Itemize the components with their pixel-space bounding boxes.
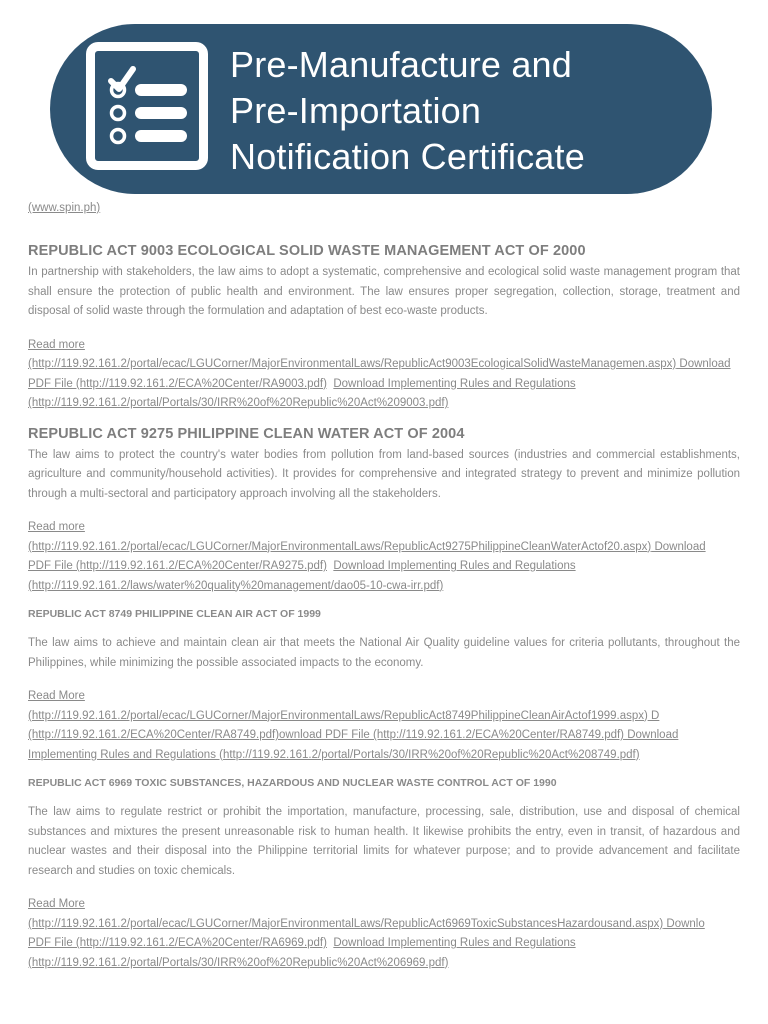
- section-title: REPUBLIC ACT 9003 ECOLOGICAL SOLID WASTE MANAGEMENT ACT OF 2000: [28, 243, 586, 259]
- download-link[interactable]: Downlo: [663, 917, 705, 930]
- law-section-6969: [28, 775, 740, 973]
- irr-url-link[interactable]: (http://119.92.161.2/portal/Portals/30/IRR%20of%20Republic%20Act%206969.pdf): [28, 956, 449, 969]
- banner-title-line: Pre-Importation: [230, 90, 482, 131]
- law-section-8749: [28, 606, 740, 765]
- read-more-link[interactable]: Read More: [28, 898, 85, 910]
- pdf-file-link[interactable]: PDF File (http://119.92.161.2/ECA%20Center/RA9003.pdf): [28, 377, 327, 390]
- download-link[interactable]: D: [647, 709, 660, 722]
- section-links: [28, 895, 752, 973]
- irr-download-link[interactable]: Download Implementing Rules and Regulations: [333, 937, 576, 949]
- read-more-url-link[interactable]: (http://119.92.161.2/portal/ecac/LGUCorner/MajorEnvironmentalLaws/RepublicAct6969ToxicSubstancesHazardousand.aspx): [28, 917, 664, 930]
- site-link[interactable]: (www.spin.ph): [28, 202, 101, 214]
- read-more-url-link[interactable]: (http://119.92.161.2/portal/ecac/LGUCorner/MajorEnvironmentalLaws/RepublicAct8749PhilippineCleanAirActof1999.aspx): [28, 709, 648, 722]
- section-links: [28, 518, 752, 596]
- section-links: [28, 336, 752, 414]
- download-link[interactable]: Download: [676, 358, 731, 370]
- irr-download-link[interactable]: Download Implementing Rules and Regulations: [333, 377, 576, 390]
- pdf-file-link[interactable]: PDF File (http://119.92.161.2/ECA%20Center/RA9275.pdf): [28, 560, 327, 572]
- checklist-icon: [86, 42, 208, 170]
- section-description: The law aims to protect the country's water bodies from pollution from land-based sources (industries and commercial establishments, agriculture and community/household activities). It provides for comprehensive and integrated strategy to prevent and minimize pollution through a multi-sectoral and participatory approach involving all the stakeholders.: [28, 448, 740, 500]
- read-more-link[interactable]: Read more: [28, 521, 85, 533]
- irr-download-link[interactable]: Download: [624, 729, 679, 741]
- irr-download-link[interactable]: Download Implementing Rules and Regulations: [333, 560, 576, 572]
- irr-url-link[interactable]: (http://119.92.161.2/portal/Portals/30/IRR%20of%20Republic%20Act%209003.pdf): [28, 397, 449, 409]
- section-title: REPUBLIC ACT 6969 TOXIC SUBSTANCES, HAZARDOUS AND NUCLEAR WASTE CONTROL ACT OF 1990: [28, 777, 557, 789]
- pdf-file-link[interactable]: PDF File (http://119.92.161.2/ECA%20Center/RA6969.pdf): [28, 937, 327, 949]
- section-description: In partnership with stakeholders, the law aims to adopt a systematic, comprehensive and ecological solid waste management program that shall ensure the protection of public health and environment. The law ensures proper segregation, collection, storage, treatment and disposal of solid waste through the formulation and adaptation of best eco-waste products.: [28, 266, 740, 317]
- law-section-9275: [28, 424, 740, 597]
- banner-title-line: Notification Certificate: [230, 136, 585, 177]
- law-section-9003: [28, 241, 740, 414]
- page-content: [28, 200, 740, 983]
- irr-url-link[interactable]: Implementing Rules and Regulations (http://119.92.161.2/portal/Portals/30/IRR%20of%20Republic%20Act%208749.pdf): [28, 748, 640, 761]
- section-title: REPUBLIC ACT 8749 PHILIPPINE CLEAN AIR ACT OF 1999: [28, 608, 321, 620]
- banner-title: [230, 42, 700, 180]
- read-more-url-link[interactable]: (http://119.92.161.2/portal/ecac/LGUCorner/MajorEnvironmentalLaws/RepublicAct9003EcologicalSolidWasteManagemen.aspx): [28, 358, 677, 370]
- section-links: [28, 687, 752, 765]
- pdf-url-link[interactable]: (http://119.92.161.2/ECA%20Center/RA8749.pdf): [28, 729, 280, 741]
- section-description: The law aims to regulate restrict or prohibit the importation, manufacture, processing, sale, distribution, use and disposal of chemical substances and mixtures the present unreasonable risk to human health. It likewise prohibits the entry, even in transit, of hazardous and nuclear wastes and their disposal into the Philippine territorial limits for whatever purpose; and to provide advancement and facilitate research and studies on toxic chemicals.: [28, 806, 740, 877]
- read-more-link[interactable]: Read more: [28, 338, 85, 351]
- read-more-url-link[interactable]: (http://119.92.161.2/portal/ecac/LGUCorner/MajorEnvironmentalLaws/RepublicAct9275PhilippineCleanWaterActof20.aspx): [28, 540, 652, 553]
- download-link[interactable]: Download: [651, 540, 706, 553]
- section-title: REPUBLIC ACT 9275 PHILIPPINE CLEAN WATER ACT OF 2004: [28, 425, 465, 442]
- header-banner: [50, 24, 712, 194]
- irr-url-link[interactable]: (http://119.92.161.2/laws/water%20quality%20management/dao05-10-cwa-irr.pdf): [28, 579, 444, 592]
- section-description: The law aims to achieve and maintain clean air that meets the National Air Quality guideline values for criteria pollutants, throughout the Philippines, while minimizing the possible associated impacts to the economy.: [28, 637, 740, 669]
- pdf-file-link[interactable]: ownload PDF File (http://119.92.161.2/ECA%20Center/RA8749.pdf): [279, 729, 625, 741]
- read-more-link[interactable]: Read More: [28, 690, 85, 702]
- banner-title-line: Pre-Manufacture and: [230, 44, 572, 85]
